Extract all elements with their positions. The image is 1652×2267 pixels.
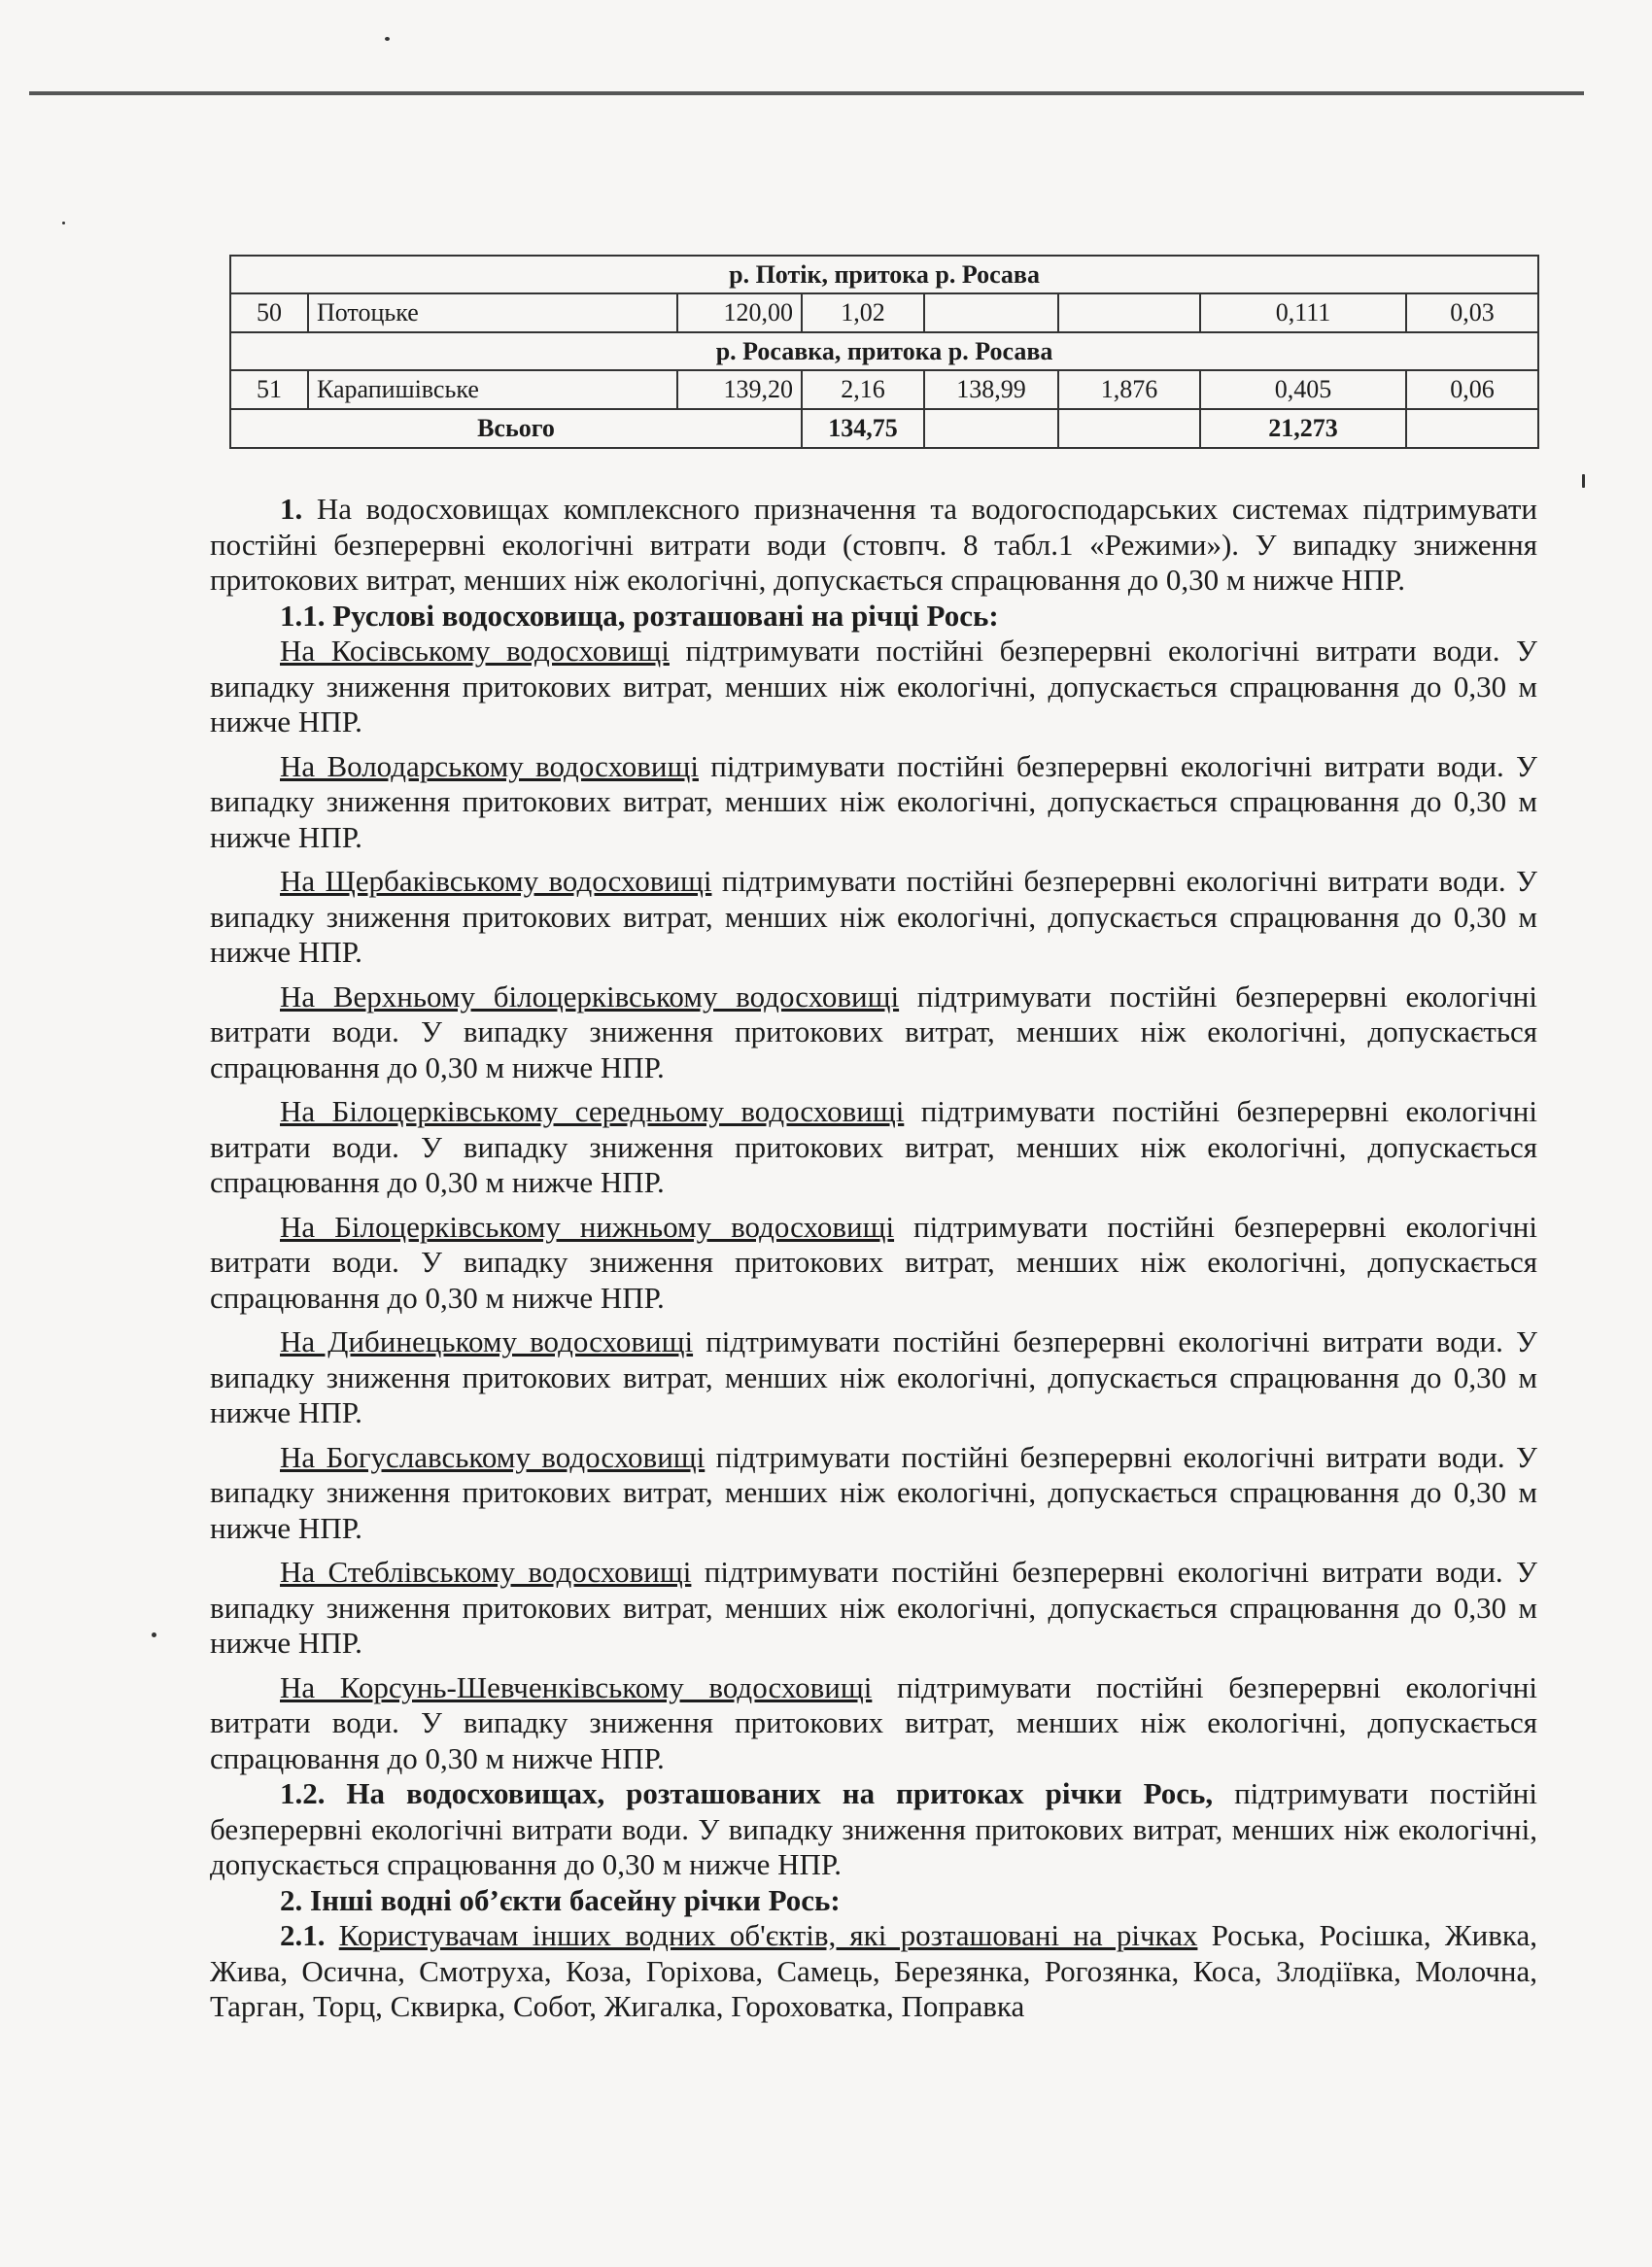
reservoir-name: На Косівському водосховищі: [280, 634, 670, 668]
document-body: [210, 492, 1537, 2025]
reservoir-paragraph: [210, 979, 1537, 1086]
paragraph-1: [210, 492, 1537, 599]
cell: 120,00: [677, 293, 802, 332]
scan-speck: [62, 222, 65, 224]
paragraph-number: 2.1.: [280, 1918, 326, 1952]
cell: 139,20: [677, 370, 802, 409]
paragraph-text: Роська, Росішка, Живка, Жива, Осична, Смотруха, Коза, Горіхова, Самець, Березянка, Рогозянка, Коса, Злодіївка, Молочна, Тарган, Торц, Сквирка, Собот, Жигалка, Гороховатка, Поправка: [210, 1918, 1537, 2023]
paragraph-text: підтримувати постійні безперервні екологічні витрати води. У випадку зниження притокових витрат, менших ніж екологічні, допускається спрацювання до 0,30 м нижче НПР.: [210, 1776, 1537, 1881]
scan-speck: [152, 1632, 156, 1637]
reservoir-paragraph: [210, 634, 1537, 740]
cell: 1,876: [1058, 370, 1200, 409]
total-label: Всього: [230, 409, 802, 448]
paragraph-text: підтримувати постійні безперервні екологічні витрати води. У випадку зниження притокових витрат, менших ніж екологічні, допускається спрацювання до 0,30 м нижче НПР.: [210, 1324, 1538, 1429]
total-cell: 134,75: [802, 409, 924, 448]
reservoir-paragraph: [210, 1555, 1537, 1662]
reservoir-name: На Богуславському водосховищі: [280, 1439, 706, 1474]
section-title: р. Потік, притока р. Росава: [230, 256, 1538, 293]
reservoir-name: На Щербаківському водосховищі: [280, 864, 712, 898]
paragraph-text: підтримувати постійні безперервні екологічні витрати води. У випадку зниження притокових витрат, менших ніж екологічні, допускається спрацювання до 0,30 м нижче НПР.: [210, 1439, 1537, 1545]
heading-text: 2. Інші водні об’єкти басейну річки Рось:: [280, 1882, 841, 1917]
cell: [924, 293, 1058, 332]
reservoir-name: На Дибинецькому водосховищі: [280, 1324, 694, 1358]
cell: 0,06: [1406, 370, 1538, 409]
underlined-text: Користувачам інших водних об'єктів, які розташовані на річках: [338, 1918, 1198, 1952]
heading-text: 1.2. На водосховищах, розташованих на притоках річки Рось,: [280, 1776, 1214, 1810]
table-row: [230, 293, 1538, 332]
scan-speck: [385, 37, 390, 41]
heading-1-1: [210, 599, 1537, 635]
paragraph-text: підтримувати постійні безперервні екологічні витрати води. У випадку зниження притокових витрат, менших ніж екологічні, допускається спрацювання до 0,30 м нижче НПР.: [210, 634, 1537, 738]
cell: 0,03: [1406, 293, 1538, 332]
paragraph-text: підтримувати постійні безперервні екологічні витрати води. У випадку зниження притокових витрат, менших ніж екологічні, допускається спрацювання до 0,30 м нижче НПР.: [210, 1209, 1537, 1315]
heading-2: [210, 1883, 1537, 1919]
paragraph-text: підтримувати постійні безперервні екологічні витрати води. У випадку зниження притокових витрат, менших ніж екологічні, допускається спрацювання до 0,30 м нижче НПР.: [210, 1669, 1537, 1775]
table-section-row: [230, 332, 1538, 370]
row-number: 50: [230, 293, 308, 332]
total-cell: [924, 409, 1058, 448]
paragraph-1-2: [210, 1776, 1537, 1883]
paragraph-text: підтримувати постійні безперервні екологічні витрати води. У випадку зниження притокових витрат, менших ніж екологічні, допускається спрацювання до 0,30 м нижче НПР.: [210, 748, 1538, 854]
reservoir-paragraph: [210, 864, 1537, 971]
row-number: 51: [230, 370, 308, 409]
cell: 0,111: [1200, 293, 1406, 332]
table-row: [230, 370, 1538, 409]
section-title: р. Росавка, притока р. Росава: [230, 332, 1538, 370]
reservoir-name: Карапишівське: [308, 370, 677, 409]
cell: 1,02: [802, 293, 924, 332]
reservoir-name: На Білоцерківському середньому водосховищі: [280, 1094, 905, 1128]
reservoir-table: [229, 255, 1539, 449]
paragraph-number: 1.: [280, 492, 303, 526]
reservoir-name: На Володарському водосховищі: [280, 748, 699, 783]
reservoir-paragraph: [210, 1324, 1537, 1431]
reservoir-name: Потоцьке: [308, 293, 677, 332]
total-cell: [1058, 409, 1200, 448]
reservoir-name: На Білоцерківському нижньому водосховищі: [280, 1209, 895, 1244]
total-cell: [1406, 409, 1538, 448]
paragraph-text: підтримувати постійні безперервні екологічні витрати води. У випадку зниження притокових витрат, менших ніж екологічні, допускається спрацювання до 0,30 м нижче НПР.: [210, 1555, 1537, 1660]
total-cell: 21,273: [1200, 409, 1406, 448]
scan-top-rule: [29, 91, 1584, 95]
reservoir-paragraph: [210, 1440, 1537, 1547]
reservoir-paragraph: [210, 749, 1537, 856]
paragraph-text: підтримувати постійні безперервні екологічні витрати води. У випадку зниження притокових витрат, менших ніж екологічні, допускається спрацювання до 0,30 м нижче НПР.: [210, 1094, 1537, 1199]
reservoir-name: На Стеблівському водосховищі: [280, 1555, 692, 1589]
scan-speck: [1582, 474, 1585, 488]
cell: 0,405: [1200, 370, 1406, 409]
reservoir-paragraph: [210, 1670, 1537, 1777]
cell: [1058, 293, 1200, 332]
cell: 2,16: [802, 370, 924, 409]
table-total-row: [230, 409, 1538, 448]
heading-text: 1.1. Руслові водосховища, розташовані на річці Рось:: [280, 598, 999, 633]
cell: 138,99: [924, 370, 1058, 409]
paragraph-text: підтримувати постійні безперервні екологічні витрати води. У випадку зниження притокових витрат, менших ніж екологічні, допускається спрацювання до 0,30 м нижче НПР.: [210, 979, 1537, 1084]
paragraph-text: На водосховищах комплексного призначення та водогосподарських системах підтримувати постійні безперервні екологічні витрати води (стовпч. 8 табл.1 «Режими»). У випадку зниження притокових витрат, менших ніж екологічні, допускається спрацювання до 0,30 м нижче НПР.: [210, 492, 1537, 597]
paragraph-text: підтримувати постійні безперервні екологічні витрати води. У випадку зниження притокових витрат, менших ніж екологічні, допускається спрацювання до 0,30 м нижче НПР.: [210, 864, 1537, 969]
reservoir-name: На Корсунь-Шевченківському водосховищі: [280, 1669, 873, 1704]
reservoir-paragraph: [210, 1094, 1537, 1201]
reservoir-paragraph: [210, 1210, 1537, 1317]
reservoir-name: На Верхньому білоцерківському водосховищі: [280, 979, 900, 1013]
paragraph-2-1: [210, 1918, 1537, 2025]
table-section-row: [230, 256, 1538, 293]
